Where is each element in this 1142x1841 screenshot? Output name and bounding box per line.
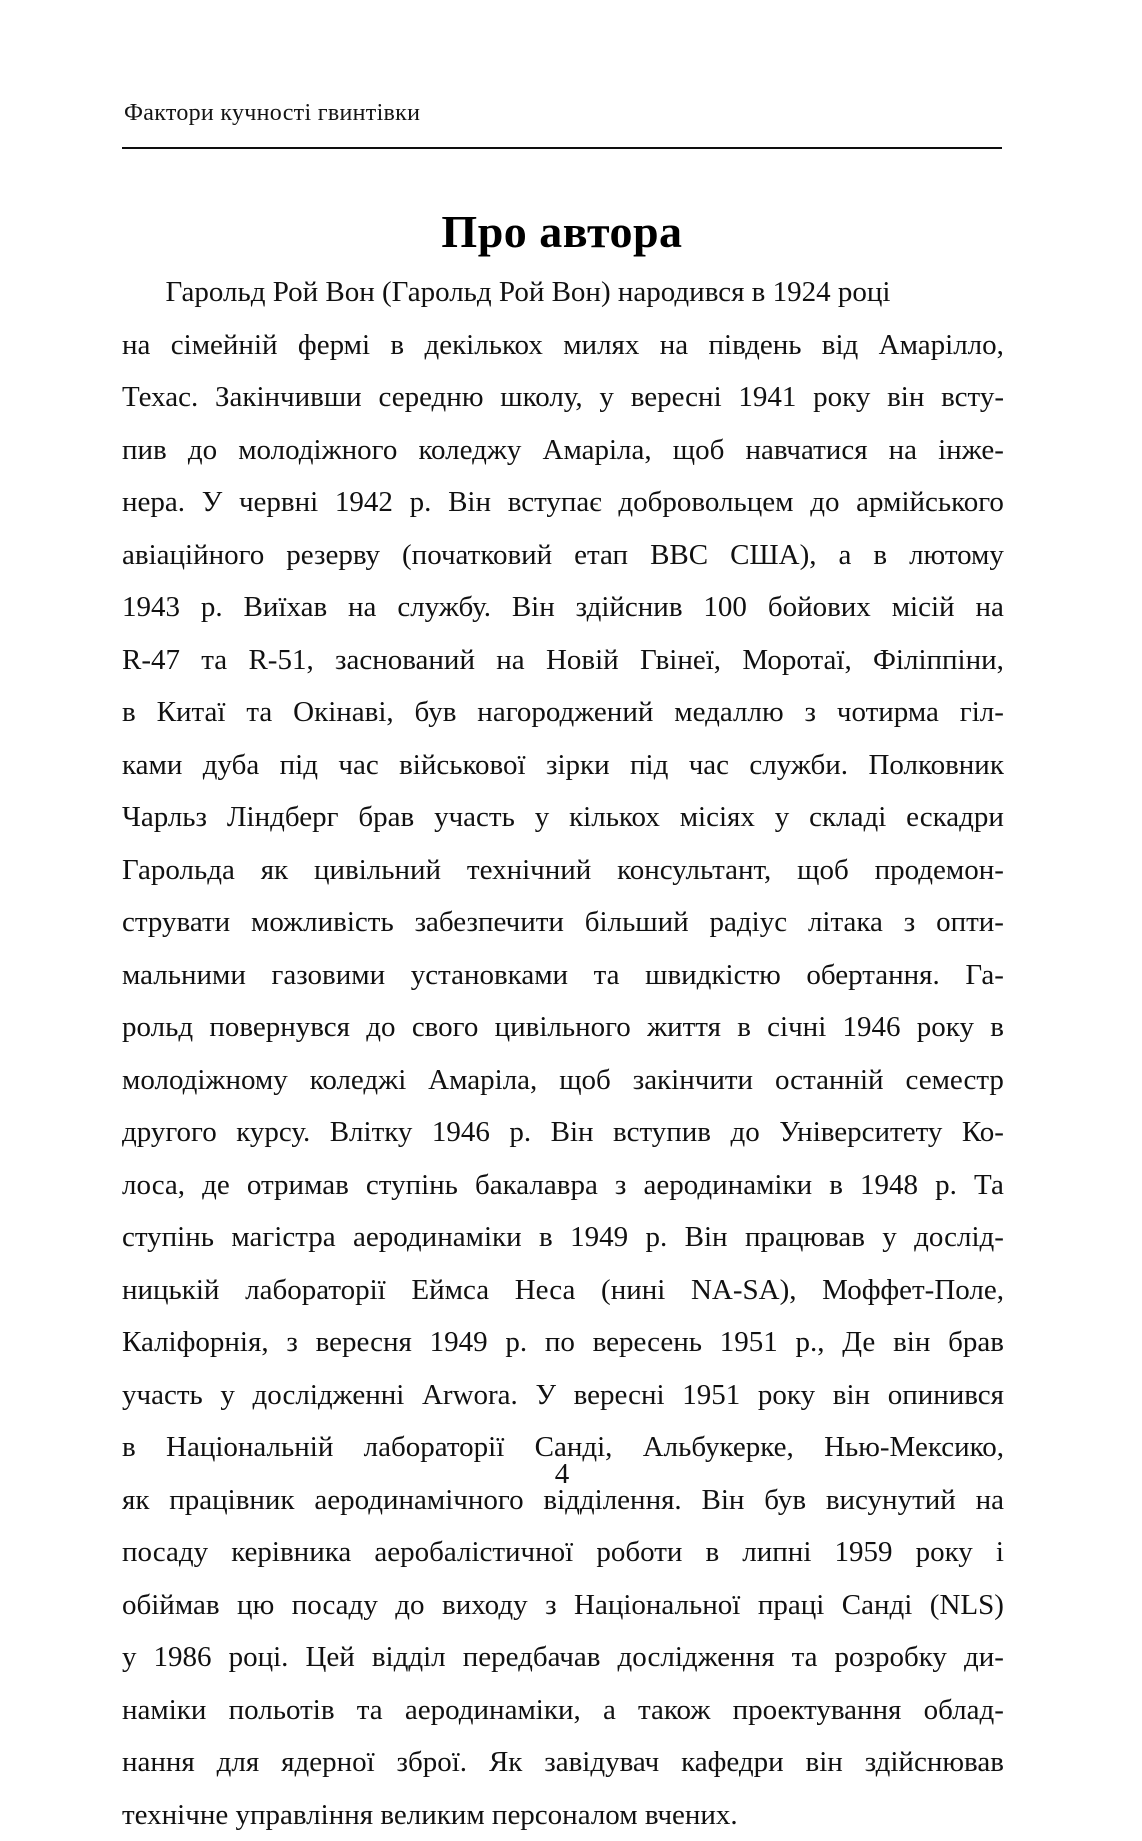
- body-word: другого: [122, 1106, 217, 1159]
- body-word: в: [873, 529, 887, 582]
- body-word: лютому: [909, 529, 1004, 582]
- body-word: завідувач: [544, 1736, 659, 1789]
- body-word: магістра: [231, 1211, 335, 1264]
- body-word: від: [822, 319, 859, 372]
- body-word: дослід-: [914, 1211, 1004, 1264]
- body-word: Неса: [515, 1264, 576, 1317]
- body-word: щоб: [673, 424, 725, 477]
- body-line: [122, 424, 1004, 477]
- body-word: щоб: [559, 1054, 611, 1107]
- body-word: участь: [122, 1369, 203, 1422]
- body-word: в: [737, 1001, 751, 1054]
- body-line: [122, 1264, 1004, 1317]
- body-word: останній: [775, 1054, 884, 1107]
- body-word: на: [348, 581, 376, 634]
- body-word: молодіжному: [122, 1054, 288, 1107]
- body-word: час: [689, 739, 729, 792]
- body-word: ступінь: [366, 1159, 458, 1212]
- body-word: Чарльз: [122, 791, 207, 844]
- body-word: до: [395, 1579, 424, 1632]
- body-word: фермі: [298, 319, 370, 372]
- body-word: Arwora.: [422, 1369, 518, 1422]
- body-word: свого: [412, 1001, 479, 1054]
- body-word: здійснював: [865, 1736, 1004, 1789]
- body-word: закінчити: [633, 1054, 753, 1107]
- body-word: радіус: [710, 896, 788, 949]
- body-word: Національної: [574, 1579, 740, 1632]
- body-word: Санді: [842, 1579, 913, 1632]
- body-line: [122, 949, 1004, 1002]
- body-word: в: [122, 1421, 136, 1474]
- body-word: середню: [378, 371, 483, 424]
- body-word: Китаї: [157, 686, 226, 739]
- body-word: сімейній: [171, 319, 278, 372]
- body-word: та: [246, 686, 272, 739]
- body-line: [122, 476, 1004, 529]
- body-word: на: [660, 319, 688, 372]
- body-word: Де: [842, 1316, 875, 1369]
- body-word: аеродинаміки: [353, 1211, 522, 1264]
- body-word: цивільний: [314, 844, 441, 897]
- body-word: лабораторії: [245, 1264, 386, 1317]
- body-word: посаду: [292, 1579, 378, 1632]
- body-word: працівник: [169, 1474, 294, 1527]
- body-word: технічний: [467, 844, 591, 897]
- body-word: 1951: [682, 1369, 740, 1422]
- body-word: був: [764, 1474, 806, 1527]
- body-word: липні: [742, 1526, 811, 1579]
- body-word: продемон-: [875, 844, 1004, 897]
- body-word: життя: [647, 1001, 721, 1054]
- body-word: ступінь: [122, 1211, 214, 1264]
- body-word: службу.: [397, 581, 491, 634]
- body-word: У: [535, 1369, 556, 1422]
- chapter-title: Про автора: [122, 203, 1002, 261]
- body-word: Каліфорнія,: [122, 1316, 269, 1369]
- body-word: в: [990, 1001, 1004, 1054]
- body-line: [122, 1106, 1004, 1159]
- body-word: червні: [239, 476, 318, 529]
- body-word: аеродинаміки: [644, 1159, 813, 1212]
- body-word: ядерної: [281, 1736, 375, 1789]
- body-line: [122, 1369, 1004, 1422]
- body-word: лабораторії: [364, 1421, 505, 1474]
- body-word: з: [545, 1579, 556, 1632]
- body-word: місіях: [680, 791, 755, 844]
- body-word: R-47: [122, 634, 180, 687]
- body-word: У: [202, 476, 223, 529]
- body-word: милях: [563, 319, 639, 372]
- body-word: у: [599, 371, 614, 424]
- body-word: року: [813, 371, 870, 424]
- body-word: під: [280, 739, 318, 792]
- body-word: аеродинаміки,: [405, 1684, 581, 1737]
- body-word: році.: [229, 1631, 289, 1684]
- body-word: опти-: [936, 896, 1004, 949]
- body-word: передбачав: [463, 1631, 601, 1684]
- body-word: Він: [448, 476, 491, 529]
- body-word: молодіжного: [238, 424, 397, 477]
- body-word: (нині: [601, 1264, 665, 1317]
- body-word: складі: [809, 791, 886, 844]
- body-word: вересня: [316, 1316, 412, 1369]
- body-word: чотирма: [837, 686, 939, 739]
- body-word: проектування: [733, 1684, 902, 1737]
- body-line: [122, 1001, 1004, 1054]
- running-head-text: Фактори кучності гвинтівки: [124, 98, 1002, 128]
- body-word: Та: [974, 1159, 1004, 1212]
- body-word: аеродинамічного: [314, 1474, 523, 1527]
- body-word: р.: [201, 581, 223, 634]
- body-word: для: [217, 1736, 260, 1789]
- body-word: брав: [358, 791, 414, 844]
- body-word: Влітку: [330, 1106, 413, 1159]
- body-word: Амарілло,: [879, 319, 1004, 372]
- body-line: [122, 739, 1004, 792]
- body-word: армійського: [856, 476, 1004, 529]
- body-word: аеробалістичної: [374, 1526, 573, 1579]
- body-word: дуба: [203, 739, 260, 792]
- body-word: відділення.: [543, 1474, 681, 1527]
- body-word: ницькій: [122, 1264, 219, 1317]
- body-word: січні: [767, 1001, 826, 1054]
- body-word: консультант,: [617, 844, 771, 897]
- body-word: гіл-: [960, 686, 1004, 739]
- body-word: повернувся: [209, 1001, 350, 1054]
- body-line: [122, 581, 1004, 634]
- body-word: Ко-: [962, 1106, 1004, 1159]
- body-word: Він: [551, 1106, 594, 1159]
- body-word: Амаріла,: [428, 1054, 537, 1107]
- body-word: більший: [585, 896, 689, 949]
- body-word: з: [286, 1316, 297, 1369]
- body-word: південь: [709, 319, 802, 372]
- body-word: коледжу: [418, 424, 521, 477]
- body-word: літака: [808, 896, 883, 949]
- body-word: Філіппіни,: [873, 634, 1004, 687]
- body-word: Виїхав: [244, 581, 328, 634]
- body-word: інже-: [938, 424, 1004, 477]
- body-word: 1941: [738, 371, 796, 424]
- body-word: США),: [730, 529, 816, 582]
- body-line: [122, 844, 1004, 897]
- body-word: виходу: [442, 1579, 528, 1632]
- body-word: Еймса: [411, 1264, 489, 1317]
- body-word: газовими: [271, 949, 385, 1002]
- body-word: у: [220, 1369, 235, 1422]
- body-word: Нью-Мексико,: [824, 1421, 1004, 1474]
- body-word: ескадри: [906, 791, 1004, 844]
- body-word: р.: [935, 1159, 957, 1212]
- body-line: технічне управління великим персоналом вчених.: [122, 1789, 1004, 1841]
- body-word: 1942: [335, 476, 393, 529]
- body-word: Як: [489, 1736, 522, 1789]
- body-word: обертання.: [806, 949, 939, 1002]
- body-word: Він: [701, 1474, 744, 1527]
- body-word: рольд: [122, 1001, 193, 1054]
- body-word: Цей: [305, 1631, 354, 1684]
- body-word: дослідження: [618, 1631, 775, 1684]
- body-word: Моротаї,: [742, 634, 851, 687]
- body-word: бакалавра: [475, 1159, 598, 1212]
- body-word: р.: [410, 476, 432, 529]
- body-word: швидкістю: [645, 949, 781, 1002]
- body-word: Санді,: [535, 1421, 613, 1474]
- body-word: та: [594, 949, 620, 1002]
- body-word: кафедри: [681, 1736, 784, 1789]
- body-word: нання: [122, 1736, 195, 1789]
- body-word: на: [889, 424, 917, 477]
- body-word: 1949: [570, 1211, 628, 1264]
- body-word: Моффет-Поле,: [822, 1264, 1004, 1317]
- body-word: 100: [703, 581, 747, 634]
- body-word: як: [261, 844, 288, 897]
- body-word: медаллю: [674, 686, 783, 739]
- body-word: Він: [512, 581, 555, 634]
- body-word: під: [630, 739, 668, 792]
- body-word: у: [775, 791, 790, 844]
- body-word: зірки: [546, 739, 610, 792]
- body-word: також: [638, 1684, 710, 1737]
- body-word: здійснив: [576, 581, 683, 634]
- body-word: у: [882, 1211, 897, 1264]
- body-line: [122, 1736, 1004, 1789]
- body-word: розробку: [835, 1631, 947, 1684]
- body-word: 1951: [720, 1316, 778, 1369]
- body-word: та: [357, 1684, 383, 1737]
- body-word: в: [706, 1526, 720, 1579]
- body-word: на: [975, 581, 1003, 634]
- body-word: пив: [122, 424, 167, 477]
- body-word: всту-: [941, 371, 1004, 424]
- body-word: щоб: [797, 844, 849, 897]
- body-line: [122, 371, 1004, 424]
- body-word: 1986: [154, 1631, 212, 1684]
- body-word: резерву: [286, 529, 380, 582]
- body-word: він: [833, 1369, 870, 1422]
- body-word: дослідженні: [253, 1369, 405, 1422]
- body-word: на: [496, 634, 524, 687]
- header-rule-divider: [122, 147, 1002, 149]
- body-line: [122, 1054, 1004, 1107]
- body-word: роботи: [596, 1526, 682, 1579]
- body-line: [122, 634, 1004, 687]
- body-word: з: [615, 1159, 626, 1212]
- body-word: працював: [745, 1211, 865, 1264]
- body-word: р.: [505, 1316, 527, 1369]
- body-word: Гарольда: [122, 844, 235, 897]
- body-line: Гарольд Рой Вон (Гарольд Рой Вон) народився в 1924 році: [122, 266, 1004, 319]
- body-word: вересні: [574, 1369, 665, 1422]
- body-line: [122, 1159, 1004, 1212]
- body-word: етап: [574, 529, 628, 582]
- body-word: і: [996, 1526, 1004, 1579]
- body-line: [122, 1211, 1004, 1264]
- body-word: участь: [434, 791, 515, 844]
- body-word: в: [539, 1211, 553, 1264]
- body-word: струвати: [122, 896, 230, 949]
- page-number: 4: [122, 1455, 1002, 1493]
- body-word: вересень: [593, 1316, 702, 1369]
- body-word: Національній: [166, 1421, 333, 1474]
- body-word: та: [792, 1631, 818, 1684]
- body-word: р.,: [796, 1316, 825, 1369]
- body-word: отримав: [247, 1159, 349, 1212]
- body-line: [122, 1631, 1004, 1684]
- body-word: обіймав: [122, 1579, 220, 1632]
- body-word: він: [806, 1736, 843, 1789]
- body-word: можливість: [251, 896, 394, 949]
- body-word: 1948: [860, 1159, 918, 1212]
- body-word: декількох: [424, 319, 542, 372]
- body-word: заснований: [335, 634, 475, 687]
- body-word: забезпечити: [415, 896, 564, 949]
- body-word: 1959: [834, 1526, 892, 1579]
- body-word: як: [122, 1474, 149, 1527]
- body-word: школу,: [500, 371, 582, 424]
- body-word: служби.: [749, 739, 848, 792]
- body-word: на: [122, 319, 150, 372]
- body-word: цю: [237, 1579, 274, 1632]
- body-word: Окінаві,: [293, 686, 393, 739]
- body-paragraph: [122, 266, 1004, 1841]
- body-word: Закінчивши: [215, 371, 362, 424]
- running-head: [124, 98, 1002, 128]
- body-word: та: [201, 634, 227, 687]
- body-word: бойових: [768, 581, 871, 634]
- body-word: час: [338, 739, 378, 792]
- body-word: відділ: [372, 1631, 446, 1684]
- body-word: року: [758, 1369, 815, 1422]
- body-word: облад-: [924, 1684, 1004, 1737]
- body-line: [122, 686, 1004, 739]
- body-word: де: [202, 1159, 230, 1212]
- body-word: R-51,: [248, 634, 313, 687]
- body-line: [122, 1526, 1004, 1579]
- body-word: 1946: [843, 1001, 901, 1054]
- body-word: (NLS): [930, 1579, 1004, 1632]
- body-word: керівника: [231, 1526, 351, 1579]
- body-word: р.: [645, 1211, 667, 1264]
- body-word: з: [904, 896, 915, 949]
- body-word: місій: [892, 581, 955, 634]
- body-word: а: [839, 529, 852, 582]
- body-word: нагороджений: [477, 686, 653, 739]
- body-word: Га-: [965, 949, 1004, 1002]
- body-word: вступив: [613, 1106, 711, 1159]
- body-word: до: [366, 1001, 395, 1054]
- body-word: навчатися: [745, 424, 867, 477]
- body-word: висунутий: [826, 1474, 956, 1527]
- body-word: Амаріла,: [543, 424, 652, 477]
- body-word: лоса,: [122, 1159, 185, 1212]
- body-line: [122, 896, 1004, 949]
- body-word: Він: [685, 1211, 728, 1264]
- body-word: Полковник: [868, 739, 1003, 792]
- body-word: Університету: [779, 1106, 942, 1159]
- body-word: в: [122, 686, 136, 739]
- body-word: зброї.: [397, 1736, 468, 1789]
- body-word: був: [415, 686, 457, 739]
- body-line: [122, 319, 1004, 372]
- body-word: цивільного: [495, 1001, 631, 1054]
- body-line: [122, 1579, 1004, 1632]
- body-word: (початковий: [402, 529, 552, 582]
- body-word: з: [805, 686, 816, 739]
- body-word: до: [810, 476, 839, 529]
- body-word: Техас.: [122, 371, 198, 424]
- body-word: кількох: [569, 791, 660, 844]
- body-word: він: [893, 1316, 930, 1369]
- body-word: добровольцем: [618, 476, 793, 529]
- body-word: у: [122, 1631, 137, 1684]
- body-line: [122, 791, 1004, 844]
- body-word: року: [917, 1001, 974, 1054]
- body-word: Альбукерке,: [643, 1421, 794, 1474]
- body-word: в: [829, 1159, 843, 1212]
- body-word: 1949: [430, 1316, 488, 1369]
- body-word: він: [887, 371, 924, 424]
- body-word: військової: [399, 739, 526, 792]
- body-word: р.: [509, 1106, 531, 1159]
- body-word: 1943: [122, 581, 180, 634]
- body-word: в: [390, 319, 404, 372]
- body-word: у: [535, 791, 550, 844]
- body-word: року: [916, 1526, 973, 1579]
- body-word: до: [730, 1106, 759, 1159]
- body-word: NA-SA),: [691, 1264, 797, 1317]
- body-word: праці: [758, 1579, 824, 1632]
- body-word: вступає: [508, 476, 602, 529]
- body-word: вересні: [631, 371, 722, 424]
- body-word: польотів: [229, 1684, 335, 1737]
- body-line: [122, 1316, 1004, 1369]
- body-word: нера.: [122, 476, 185, 529]
- body-word: ками: [122, 739, 182, 792]
- body-word: ВВС: [650, 529, 708, 582]
- body-word: до: [188, 424, 217, 477]
- body-word: 1946: [432, 1106, 490, 1159]
- body-word: курсу.: [236, 1106, 310, 1159]
- body-word: ди-: [964, 1631, 1004, 1684]
- body-word: коледжі: [310, 1054, 407, 1107]
- body-word: мальними: [122, 949, 246, 1002]
- body-word: по: [545, 1316, 575, 1369]
- body-word: Новій: [546, 634, 619, 687]
- body-word: посаду: [122, 1526, 208, 1579]
- body-word: наміки: [122, 1684, 206, 1737]
- body-line: [122, 1684, 1004, 1737]
- body-word: брав: [948, 1316, 1004, 1369]
- body-word: а: [603, 1684, 616, 1737]
- body-word: авіаційного: [122, 529, 264, 582]
- body-word: опинився: [888, 1369, 1004, 1422]
- body-word: Гвінеї,: [640, 634, 721, 687]
- body-line: [122, 529, 1004, 582]
- body-word: установками: [411, 949, 568, 1002]
- body-word: на: [976, 1474, 1004, 1527]
- body-word: семестр: [905, 1054, 1003, 1107]
- body-word: Ліндберг: [227, 791, 339, 844]
